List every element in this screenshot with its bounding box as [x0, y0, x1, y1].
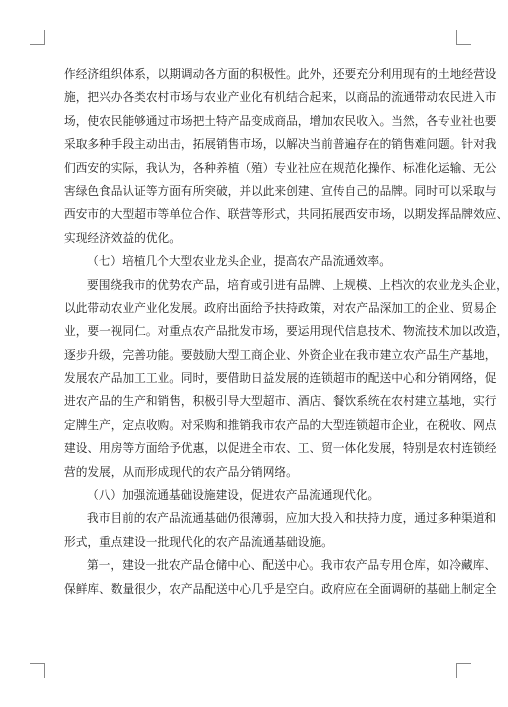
crop-mark-bottom-right	[456, 663, 471, 678]
text-line: 进农产品的生产和销售，积极引导大型超市、酒店、餐饮系统在农村建立基地，实行	[64, 394, 497, 409]
text-line: 西安市的大型超市等单位合作、联营等形式，共同拓展西安市场，以期发挥品牌效应、	[64, 207, 508, 222]
text-line: 建设、用房等方面给予优惠，以促进全市农、工、贸一体化发展，特别是农村连锁经	[64, 441, 497, 456]
text-line: 们西安的实际，我认为，各种养植（殖）专业社应在规范化操作、标准化运输、无公	[64, 160, 497, 175]
crop-mark-top-right	[456, 30, 471, 45]
body-text	[64, 63, 508, 601]
text-line: 逐步升级，完善功能。要鼓励大型工商企业、外资企业在我市建立农产品生产基地，	[64, 347, 497, 362]
text-line: 保鲜库、数量很少，农产品配送中心几乎是空白。政府应在全面调研的基础上制定全	[64, 581, 497, 596]
text-line: 我市目前的农产品流通基础仍很薄弱，应加大投入和扶持力度，通过多种渠道和	[87, 511, 497, 526]
text-line: 作经济组织体系，以期调动各方面的积极性。此外，还要充分利用现有的土地经营设	[64, 67, 497, 81]
text-line: 采取多种手段主动出击，拓展销售市场，以解决当前普遍存在的销售难问题。针对我	[64, 137, 497, 152]
text-line: 以此带动农业产业化发展。政府出面给予扶持政策，对农产品深加工的企业、贸易企	[64, 300, 497, 315]
text-line: 营的发展，从而形成现代的农产品分销网络。	[64, 464, 298, 479]
crop-mark-bottom-left	[30, 663, 45, 678]
text-line: 害绿色食品认证等方面有所突破，并以此来创建、宣传自己的品牌。同时可以采取与	[64, 183, 497, 198]
section-heading: （八）加强流通基础设施建设，促进农产品流通现代化。	[87, 488, 380, 503]
text-line: 形式，重点建设一批现代化的农产品流通基础设施。	[64, 534, 333, 549]
text-line: 场，使农民能够通过市场把土特产品变成商品，增加农民收入。当然，各专业社也要	[64, 113, 497, 128]
text-line: 第一，建设一批农产品仓储中心、配送中心。我市农产品专用仓库，如冷藏库、	[87, 558, 497, 573]
crop-mark-top-left	[30, 30, 45, 45]
section-heading: （七）培植几个大型农业龙头企业，提高农产品流通效率。	[87, 254, 391, 269]
text-line: 业，要一视同仁。对重点农产品批发市场，要运用现代信息技术、物流技术加以改造，	[64, 324, 508, 339]
text-line: 要围绕我市的优势农产品，培育或引进有品牌、上规模、上档次的农业龙头企业，	[87, 277, 508, 292]
text-line: 定牌生产，定点收购。对采购和推销我市农产品的大型连锁超市企业，在税收、网点	[64, 417, 497, 432]
text-line: 实现经济效益的优化。	[64, 230, 181, 245]
text-line: 施，把兴办各类农村市场与农业产业化有机结合起来，以商品的流通带动农民进入市	[64, 90, 497, 105]
text-line: 发展农产品加工工业。同时，要借助日益发展的连锁超市的配送中心和分销网络，促	[64, 371, 497, 386]
